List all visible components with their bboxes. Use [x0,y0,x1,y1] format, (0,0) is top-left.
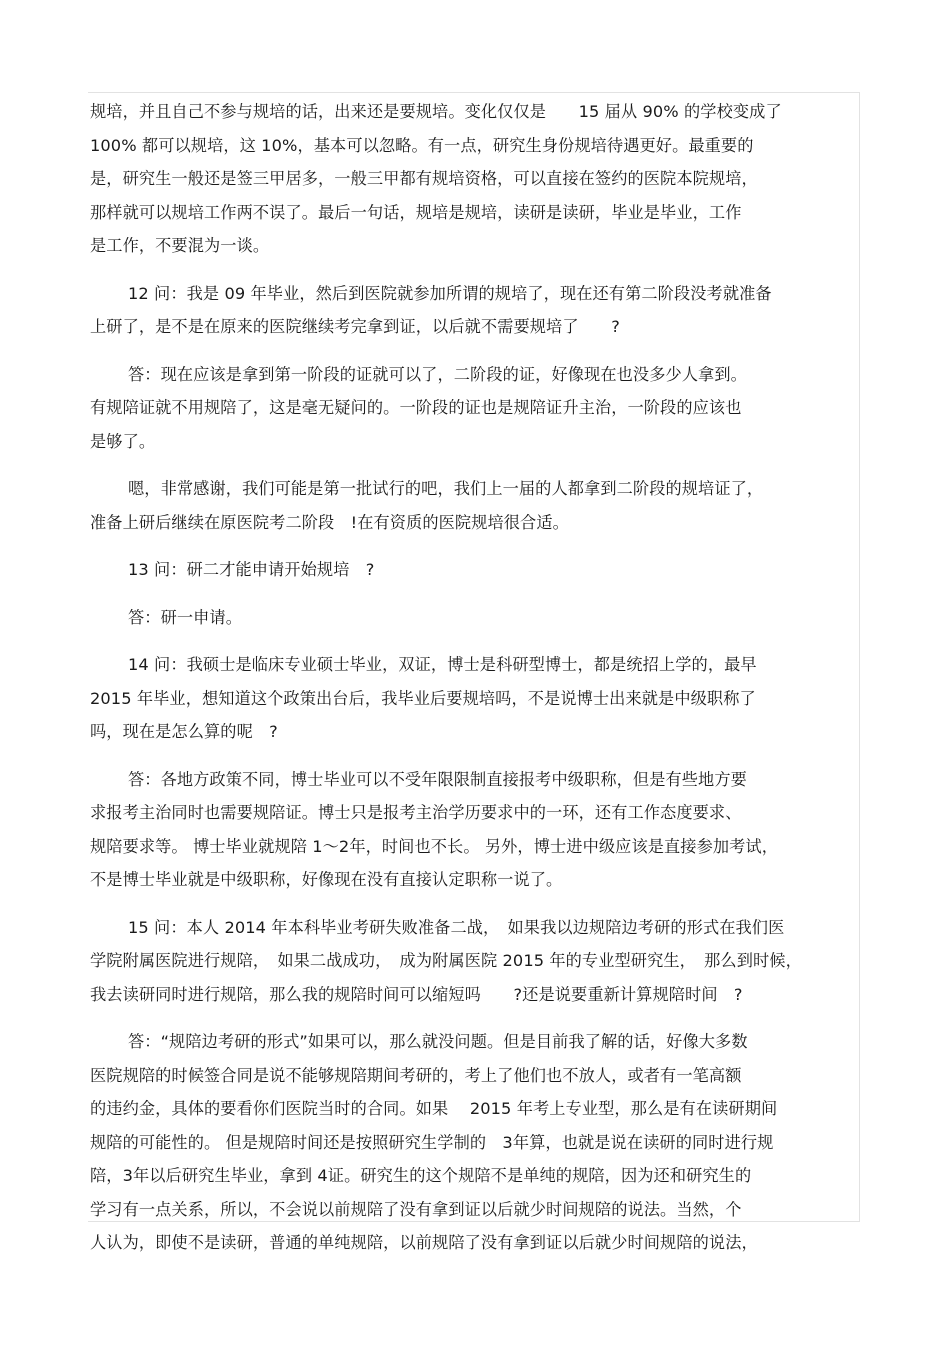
text-line: 100% 都可以规培，这 10%，基本可以忽略。有一点，研究生身份规培待遇更好。最重要的 [90,135,754,155]
text-line: 13 问：研二才能申请开始规培 ? [128,560,375,579]
text-line: 有规陪证就不用规陪了，这是毫无疑问的。一阶段的证也是规陪证升主治，一阶段的应该也 [90,398,742,417]
paragraph-p7 [90,648,860,749]
text-line: 规陪的可能性的。 但是规陪时间还是按照研究生学制的 3年算，也就是说在读研的同时进行规 [90,1132,774,1152]
paragraph-p5 [90,553,860,587]
text-line: 是够了。 [90,431,156,451]
text-line: 吗，现在是怎么算的呢 ? [90,722,278,741]
paragraph-p3 [90,358,860,459]
text-line: 15 问：本人 2014 年本科毕业考研失败准备二战， 如果我以边规陪边考研的形式在我们医 [128,917,785,937]
paragraph-p4 [90,472,860,539]
text-line: 学院附属医院进行规陪， 如果二战成功， 成为附属医院 2015 年的专业型研究生， 那么到时候， [90,951,802,970]
text-line: 的违约金，具体的要看你们医院当时的合同。如果 2015 年考上专业型，那么是有在读研期间 [90,1099,778,1118]
document-body [90,95,860,1274]
text-line: 学习有一点关系，所以，不会说以前规陪了没有拿到证以后就少时间规陪的说法。当然，个 [90,1199,742,1219]
text-line: 答：现在应该是拿到第一阶段的证就可以了，二阶段的证，好像现在也没多少人拿到。 [128,364,747,384]
text-line: 12 问：我是 09 年毕业，然后到医院就参加所谓的规培了，现在还有第二阶段没考就准备 [128,283,772,303]
text-line: 求报考主治同时也需要规陪证。博士只是报考主治学历要求中的一环，还有工作态度要求、 [90,803,742,822]
text-line: 嗯，非常感谢，我们可能是第一批试行的吧，我们上一届的人都拿到二阶段的规培证了， [128,479,764,498]
paragraph-p2 [90,277,860,344]
paragraph-p1 [90,95,860,263]
text-line: 我去读研同时进行规陪，那么我的规陪时间可以缩短吗 ?还是说要重新计算规陪时间 ? [90,984,743,1004]
text-line: 答：各地方政策不同，博士毕业可以不受年限限制直接报考中级职称，但是有些地方要 [128,769,747,789]
text-line: 答：研一申请。 [128,607,243,627]
text-line: 2015 年毕业，想知道这个政策出台后，我毕业后要规培吗，不是说博士出来就是中级职称了 [90,688,756,708]
text-line: 陪，3年以后研究生毕业，拿到 4证。研究生的这个规陪不是单纯的规陪，因为还和研究生的 [90,1166,752,1185]
paragraph-p9 [90,911,860,1012]
text-line: 上研了，是不是在原来的医院继续考完拿到证，以后就不需要规培了 ? [90,317,620,336]
text-line: 那样就可以规培工作两不误了。最后一句话，规培是规培，读研是读研，毕业是毕业，工作 [90,202,742,222]
text-line: 14 问：我硕士是临床专业硕士毕业，双证，博士是科研型博士，都是统招上学的，最早 [128,655,757,674]
text-line: 人认为，即使不是读研，普通的单纯规陪，以前规陪了没有拿到证以后就少时间规陪的说法， [90,1233,758,1252]
paragraph-p8 [90,763,860,897]
text-line: 是工作，不要混为一谈。 [90,236,270,255]
text-line: 是，研究生一般还是签三甲居多，一般三甲都有规培资格，可以直接在签约的医院本院规培， [90,169,758,188]
text-line: 规陪要求等。 博士毕业就规陪 1～2年，时间也不长。 另外，博士进中级应该是直接参加考试， [90,836,779,856]
text-line: 规培，并且自己不参与规培的话，出来还是要规培。变化仅仅是 15 届从 90% 的学校变成了 [90,102,782,121]
text-line: 医院规陪的时候签合同是说不能够规陪期间考研的，考上了他们也不放人，或者有一笔高额 [90,1065,742,1085]
text-line: 不是博士毕业就是中级职称，好像现在没有直接认定职称一说了。 [90,870,563,889]
text-line: 准备上研后继续在原医院考二阶段 !在有资质的医院规培很合适。 [90,512,569,532]
text-line: 答：“规陪边考研的形式”如果可以，那么就没问题。但是目前我了解的话，好像大多数 [128,1032,748,1051]
paragraph-p10 [90,1025,860,1260]
paragraph-p6 [90,601,860,635]
